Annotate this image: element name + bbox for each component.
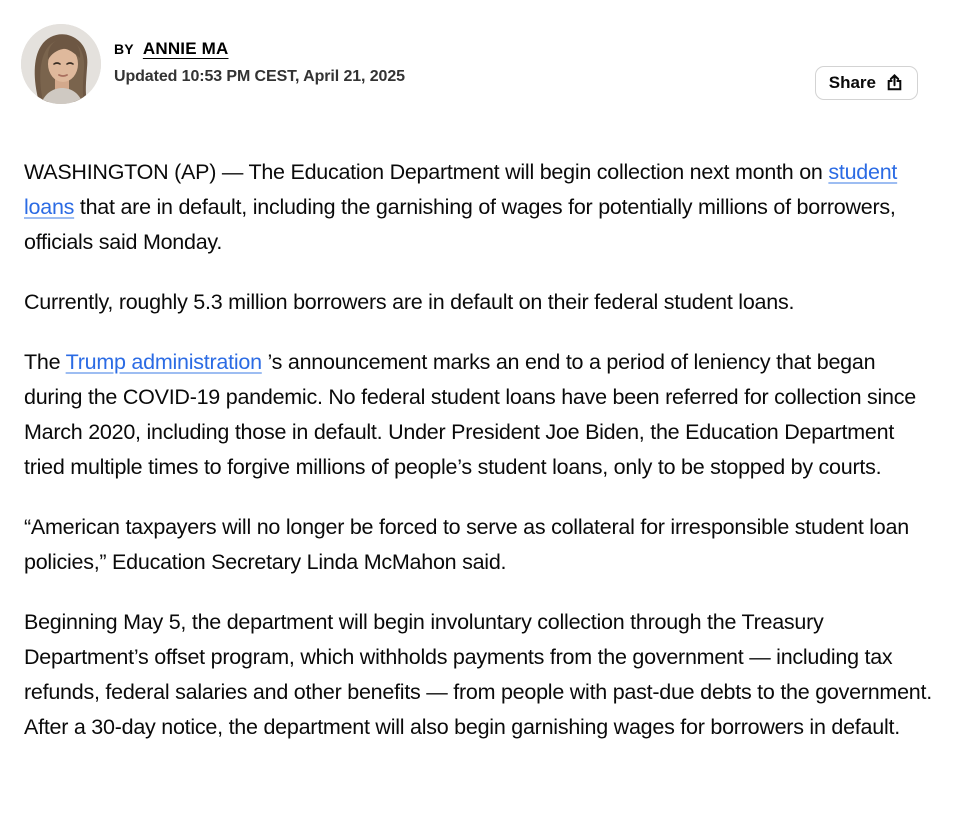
article-paragraph: Currently, roughly 5.3 million borrowers are in default on their federal student loans.	[24, 290, 795, 314]
article-paragraph: The Trump administration ’s announcement marks an end to a period of leniency that began during the COVID-19 pandemic. No federal student loans have been referred for collection since March 2020, including those in default. Under President Joe Biden, the Education Department tried multiple times to forgive millions of people’s student loans, only to be stopped by courts.	[24, 350, 916, 479]
byline-header	[0, 0, 958, 104]
share-button[interactable]	[815, 66, 918, 100]
article-paragraph: “American taxpayers will no longer be forced to serve as collateral for irresponsible student loan policies,” Education Secretary Linda McMahon said.	[24, 515, 909, 574]
byline-row	[114, 39, 405, 59]
article-body	[0, 155, 958, 745]
inline-link[interactable]: Trump administration	[65, 350, 262, 374]
author-portrait-icon	[21, 24, 101, 104]
inline-link[interactable]: student loans	[24, 160, 898, 219]
article-paragraph: Beginning May 5, the department will begin involuntary collection through the Treasury Department’s offset program, which withholds payments from the government — including tax refunds, federal salaries and other benefits — from people with past-due debts to the government. After a 30-day notice, the department will also begin garnishing wages for borrowers in default.	[24, 610, 932, 739]
article-paragraph: WASHINGTON (AP) — The Education Department will begin collection next month on student loans that are in default, including the garnishing of wages for potentially millions of borrowers, officials said Monday.	[24, 160, 898, 254]
byline-prefix: BY	[114, 41, 134, 57]
share-icon	[885, 73, 904, 92]
share-button-label: Share	[828, 73, 876, 92]
author-avatar	[21, 24, 101, 104]
author-link[interactable]: ANNIE MA	[142, 39, 229, 58]
updated-timestamp: Updated 10:53 PM CEST, April 21, 2025	[114, 68, 405, 85]
byline-block	[114, 24, 405, 86]
